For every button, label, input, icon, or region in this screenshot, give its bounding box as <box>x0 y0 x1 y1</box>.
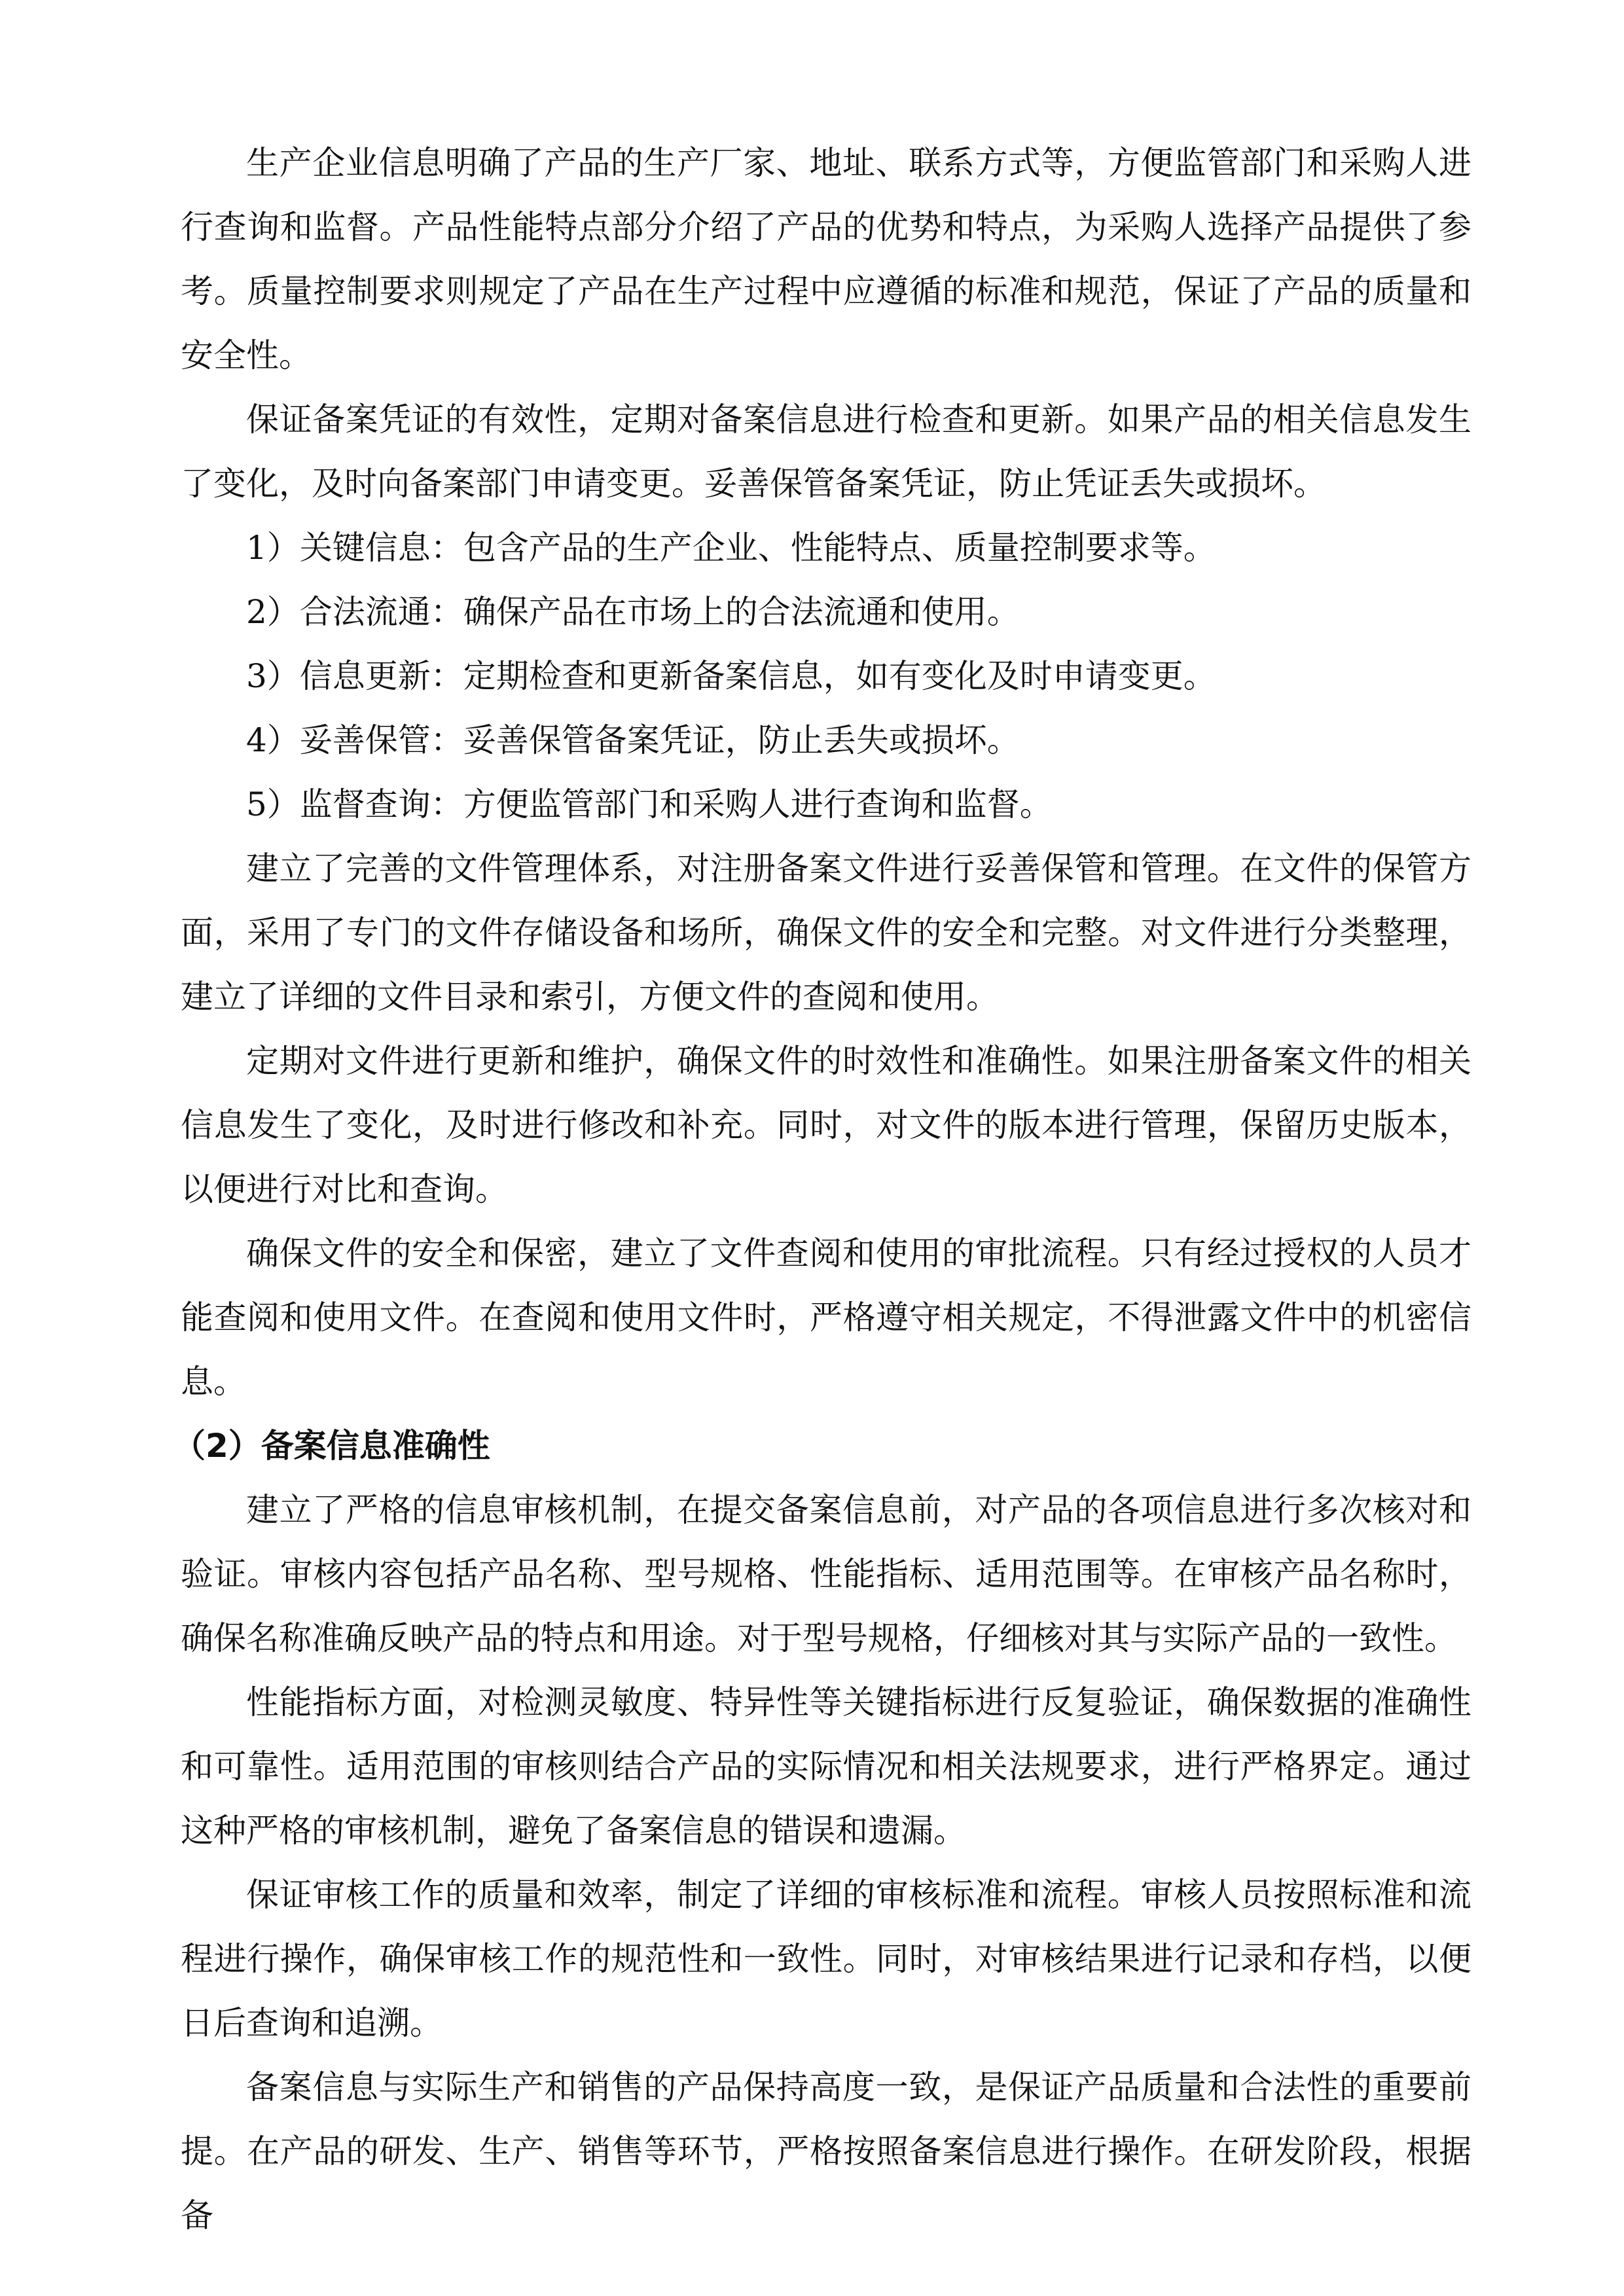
list-item: 3）信息更新：定期检查和更新备案信息，如有变化及时申请变更。 <box>246 657 1216 695</box>
paragraph: 保证审核工作的质量和效率，制定了详细的审核标准和流程。审核人员按照标准和流程进行操作，确保审核工作的规范性和一致性。同时，对审核结果进行记录和存档，以便日后查询和追溯。 <box>181 1876 1471 2042</box>
paragraph: 性能指标方面，对检测灵敏度、特异性等关键指标进行反复验证，确保数据的准确性和可靠性。适用范围的审核则结合产品的实际情况和相关法规要求，进行严格界定。通过这种严格的审核机制，避免了备案信息的错误和遗漏。 <box>181 1683 1471 1850</box>
section-heading: （2）备案信息准确性 <box>173 1427 490 1465</box>
list-item: 4）妥善保管：妥善保管备案凭证，防止丢失或损坏。 <box>246 721 1020 759</box>
list-item: 1）关键信息：包含产品的生产企业、性能特点、质量控制要求等。 <box>246 529 1216 567</box>
paragraph: 建立了严格的信息审核机制，在提交备案信息前，对产品的各项信息进行多次核对和验证。审核内容包括产品名称、型号规格、性能指标、适用范围等。在审核产品名称时，确保名称准确反映产品的特点和用途。对于型号规格，仔细核对其与实际产品的一致性。 <box>181 1491 1471 1657</box>
paragraph: 建立了完善的文件管理体系，对注册备案文件进行妥善保管和管理。在文件的保管方面，采用了专门的文件存储设备和场所，确保文件的安全和完整。对文件进行分类整理，建立了详细的文件目录和索引，方便文件的查阅和使用。 <box>181 850 1471 1016</box>
paragraph: 定期对文件进行更新和维护，确保文件的时效性和准确性。如果注册备案文件的相关信息发生了变化，及时进行修改和补充。同时，对文件的版本进行管理，保留历史版本，以便进行对比和查询。 <box>181 1042 1471 1208</box>
paragraph: 生产企业信息明确了产品的生产厂家、地址、联系方式等，方便监管部门和采购人进行查询和监督。产品性能特点部分介绍了产品的优势和特点，为采购人选择产品提供了参考。质量控制要求则规定了产品在生产过程中应遵循的标准和规范，保证了产品的质量和安全性。 <box>181 144 1471 374</box>
list-item: 5）监督查询：方便监管部门和采购人进行查询和监督。 <box>246 785 1053 823</box>
paragraph: 确保文件的安全和保密，建立了文件查阅和使用的审批流程。只有经过授权的人员才能查阅和使用文件。在查阅和使用文件时，严格遵守相关规定，不得泄露文件中的机密信息。 <box>181 1234 1471 1401</box>
paragraph: 备案信息与实际生产和销售的产品保持高度一致，是保证产品质量和合法性的重要前提。在产品的研发、生产、销售等环节，严格按照备案信息进行操作。在研发阶段，根据备 <box>181 2068 1471 2234</box>
paragraph: 保证备案凭证的有效性，定期对备案信息进行检查和更新。如果产品的相关信息发生了变化，及时向备案部门申请变更。妥善保管备案凭证，防止凭证丢失或损坏。 <box>181 401 1471 503</box>
document-body <box>173 131 1471 2248</box>
list-item: 2）合法流通：确保产品在市场上的合法流通和使用。 <box>246 593 1020 631</box>
